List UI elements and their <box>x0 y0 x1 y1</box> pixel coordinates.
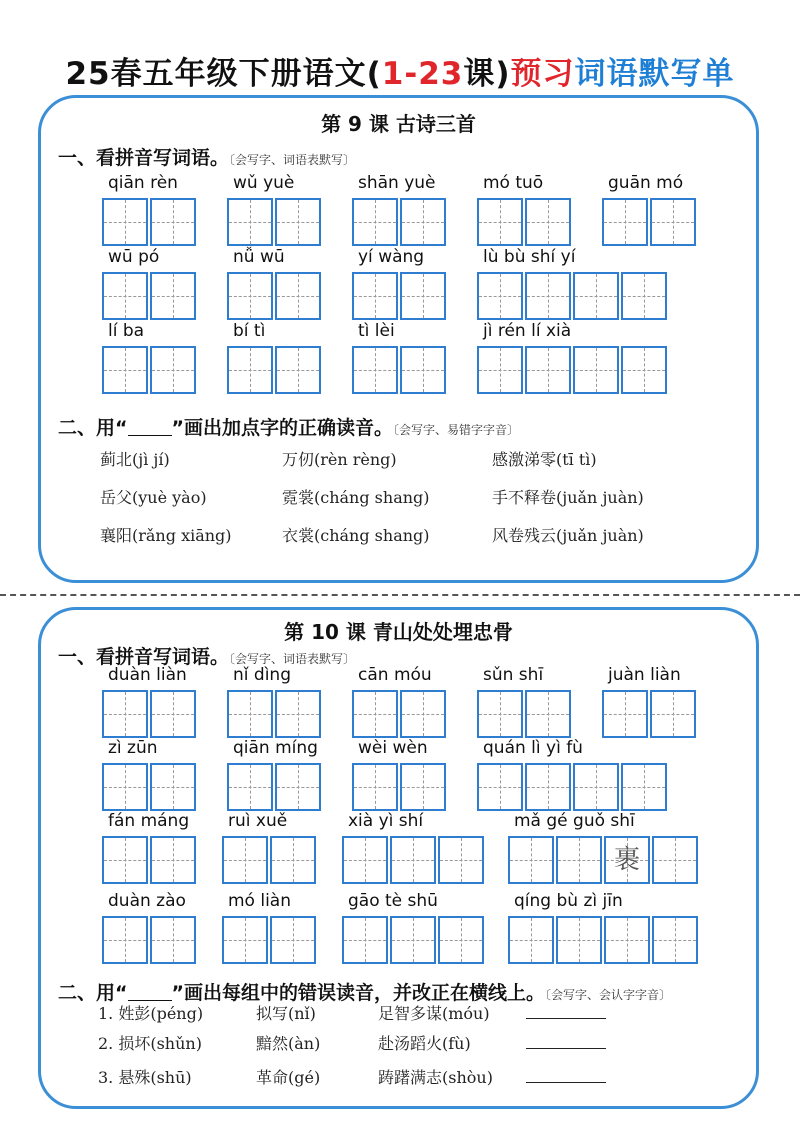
lesson-10-section-2-heading: 二、用“ ”画出每组中的错误读音，并改正在横线上。〔会写字、会认字字音〕 <box>58 982 672 1004</box>
writing-cell[interactable] <box>150 272 196 320</box>
writing-cell[interactable] <box>102 763 148 811</box>
writing-cell[interactable] <box>602 690 648 738</box>
pronunciation-item[interactable]: 1. 姓彭(péng) <box>98 1004 204 1023</box>
writing-cell[interactable] <box>652 836 698 884</box>
writing-cell[interactable] <box>352 346 398 394</box>
pinyin-label: tì lèi <box>358 321 395 341</box>
pinyin-label: jì rén lí xià <box>483 321 572 341</box>
writing-cell[interactable] <box>556 916 602 964</box>
pinyin-label: ruì xuě <box>228 811 288 831</box>
writing-cell[interactable] <box>150 916 196 964</box>
writing-cell[interactable] <box>102 690 148 738</box>
pinyin-label: mó liàn <box>228 891 292 911</box>
writing-cell[interactable] <box>342 916 388 964</box>
writing-cell[interactable] <box>400 763 446 811</box>
writing-cell[interactable] <box>227 763 273 811</box>
pinyin-label: lù bù shí yí <box>483 247 576 267</box>
pinyin-label: yí wàng <box>358 247 425 267</box>
writing-cell[interactable] <box>477 763 523 811</box>
page-title: 25春五年级下册语文(1-23课)预习词语默写单 <box>65 56 735 92</box>
writing-cell[interactable] <box>227 198 273 246</box>
dashed-divider <box>0 594 800 596</box>
pronunciation-item[interactable]: 2. 损坏(shǔn) <box>98 1034 202 1053</box>
pronunciation-item[interactable]: 黯然(àn) <box>256 1034 321 1053</box>
writing-cell[interactable] <box>621 272 667 320</box>
writing-cell[interactable] <box>150 346 196 394</box>
pinyin-label: guān mó <box>608 173 684 193</box>
pinyin-label: zì zūn <box>108 738 158 758</box>
writing-cell[interactable] <box>102 346 148 394</box>
writing-cell[interactable] <box>438 836 484 884</box>
pronunciation-item[interactable]: 赴汤蹈火(fù) <box>378 1034 471 1053</box>
writing-cell[interactable] <box>102 272 148 320</box>
answer-line[interactable] <box>526 1048 606 1049</box>
answer-line[interactable] <box>526 1082 606 1083</box>
writing-cell[interactable] <box>602 198 648 246</box>
pronunciation-item[interactable]: 万仞(rèn rèng) <box>282 450 397 469</box>
pronunciation-item[interactable]: 拟写(nǐ) <box>256 1004 316 1023</box>
pinyin-label: duàn liàn <box>108 665 187 685</box>
writing-cell[interactable] <box>227 346 273 394</box>
writing-cell[interactable] <box>525 763 571 811</box>
writing-cell[interactable] <box>573 272 619 320</box>
writing-cell[interactable] <box>102 916 148 964</box>
writing-cell[interactable] <box>352 272 398 320</box>
writing-cell[interactable] <box>222 916 268 964</box>
writing-cell[interactable] <box>275 346 321 394</box>
lesson-9-section-1-heading: 一、看拼音写词语。〔会写字、词语表默写〕 <box>58 147 356 169</box>
writing-cell[interactable] <box>477 272 523 320</box>
writing-cell[interactable] <box>477 690 523 738</box>
prefilled-character: 裹 <box>613 845 640 875</box>
writing-cell[interactable] <box>652 916 698 964</box>
pinyin-label: qiān míng <box>233 738 318 758</box>
answer-line[interactable] <box>526 1018 606 1019</box>
writing-cell[interactable] <box>525 346 571 394</box>
pinyin-label: wǔ yuè <box>233 173 295 193</box>
writing-cell[interactable] <box>573 346 619 394</box>
pinyin-label: lí ba <box>108 321 145 341</box>
lesson-10-title: 第 10 课 青山处处埋忠骨 <box>284 620 513 644</box>
pronunciation-item[interactable]: 感激涕零(tī tì) <box>492 450 597 469</box>
pinyin-label: quán lì yì fù <box>483 738 583 758</box>
writing-cell[interactable] <box>150 198 196 246</box>
writing-cell[interactable] <box>102 836 148 884</box>
writing-cell[interactable] <box>352 690 398 738</box>
pinyin-label: sǔn shī <box>483 665 544 685</box>
pronunciation-item[interactable]: 岳父(yuè yào) <box>100 488 207 507</box>
pinyin-label: juàn liàn <box>608 665 681 685</box>
pronunciation-item[interactable]: 踌躇满志(shòu) <box>378 1068 493 1087</box>
pronunciation-item[interactable]: 风卷残云(juǎn juàn) <box>492 526 644 545</box>
writing-cell[interactable] <box>525 198 571 246</box>
pinyin-label: shān yuè <box>358 173 436 193</box>
writing-cell[interactable] <box>275 272 321 320</box>
pinyin-label: gāo tè shū <box>348 891 438 911</box>
lesson-10-section-1-heading: 一、看拼音写词语。〔会写字、词语表默写〕 <box>58 646 356 668</box>
writing-cell[interactable] <box>604 836 650 884</box>
pinyin-label: xià yì shí <box>348 811 424 831</box>
lesson-9-section-2-heading: 二、用“ ”画出加点字的正确读音。〔会写字、易错字字音〕 <box>58 417 520 439</box>
pinyin-label: nǐ dìng <box>233 665 291 685</box>
writing-cell[interactable] <box>508 836 554 884</box>
writing-cell[interactable] <box>525 272 571 320</box>
pronunciation-item[interactable]: 3. 悬殊(shū) <box>98 1068 192 1087</box>
writing-cell[interactable] <box>270 836 316 884</box>
writing-cell[interactable] <box>275 198 321 246</box>
pinyin-label: nǚ wū <box>233 247 285 267</box>
writing-cell[interactable] <box>525 690 571 738</box>
writing-cell[interactable] <box>400 690 446 738</box>
writing-cell[interactable] <box>556 836 602 884</box>
writing-cell[interactable] <box>477 198 523 246</box>
pinyin-label: qiān rèn <box>108 173 178 193</box>
writing-cell[interactable] <box>227 690 273 738</box>
pronunciation-item[interactable]: 蓟北(jì jí) <box>100 450 170 469</box>
writing-cell[interactable] <box>621 346 667 394</box>
pinyin-label: mǎ gé guǒ shī <box>514 811 635 831</box>
writing-cell[interactable] <box>150 763 196 811</box>
writing-cell[interactable] <box>573 763 619 811</box>
pinyin-label: qíng bù zì jīn <box>514 891 623 911</box>
writing-cell[interactable] <box>650 690 696 738</box>
pronunciation-item[interactable]: 足智多谋(móu) <box>378 1004 490 1023</box>
pinyin-label: fán máng <box>108 811 190 831</box>
writing-cell[interactable] <box>400 198 446 246</box>
pinyin-label: wū pó <box>108 247 160 267</box>
writing-cell[interactable] <box>222 836 268 884</box>
pronunciation-item[interactable]: 襄阳(rǎng xiāng) <box>100 526 232 545</box>
writing-cell[interactable] <box>390 916 436 964</box>
writing-cell[interactable] <box>650 198 696 246</box>
writing-cell[interactable] <box>342 836 388 884</box>
writing-cell[interactable] <box>227 272 273 320</box>
pinyin-label: duàn zào <box>108 891 186 911</box>
writing-cell[interactable] <box>352 763 398 811</box>
pinyin-label: cān móu <box>358 665 432 685</box>
pronunciation-item[interactable]: 手不释卷(juǎn juàn) <box>492 488 644 507</box>
writing-cell[interactable] <box>390 836 436 884</box>
pinyin-label: wèi wèn <box>358 738 428 758</box>
writing-cell[interactable] <box>150 836 196 884</box>
writing-cell[interactable] <box>400 346 446 394</box>
pronunciation-item[interactable]: 革命(gé) <box>256 1068 321 1087</box>
pinyin-label: bí tì <box>233 321 266 341</box>
pronunciation-item[interactable]: 衣裳(cháng shang) <box>282 526 430 545</box>
pronunciation-item[interactable]: 霓裳(cháng shang) <box>282 488 430 507</box>
writing-cell[interactable] <box>438 916 484 964</box>
writing-cell[interactable] <box>508 916 554 964</box>
writing-cell[interactable] <box>270 916 316 964</box>
writing-cell[interactable] <box>275 763 321 811</box>
writing-cell[interactable] <box>275 690 321 738</box>
writing-cell[interactable] <box>102 198 148 246</box>
pinyin-label: mó tuō <box>483 173 544 193</box>
lesson-9-title: 第 9 课 古诗三首 <box>321 112 476 136</box>
writing-cell[interactable] <box>621 763 667 811</box>
writing-cell[interactable] <box>477 346 523 394</box>
writing-cell[interactable] <box>352 198 398 246</box>
writing-cell[interactable] <box>400 272 446 320</box>
writing-cell[interactable] <box>150 690 196 738</box>
writing-cell[interactable] <box>604 916 650 964</box>
